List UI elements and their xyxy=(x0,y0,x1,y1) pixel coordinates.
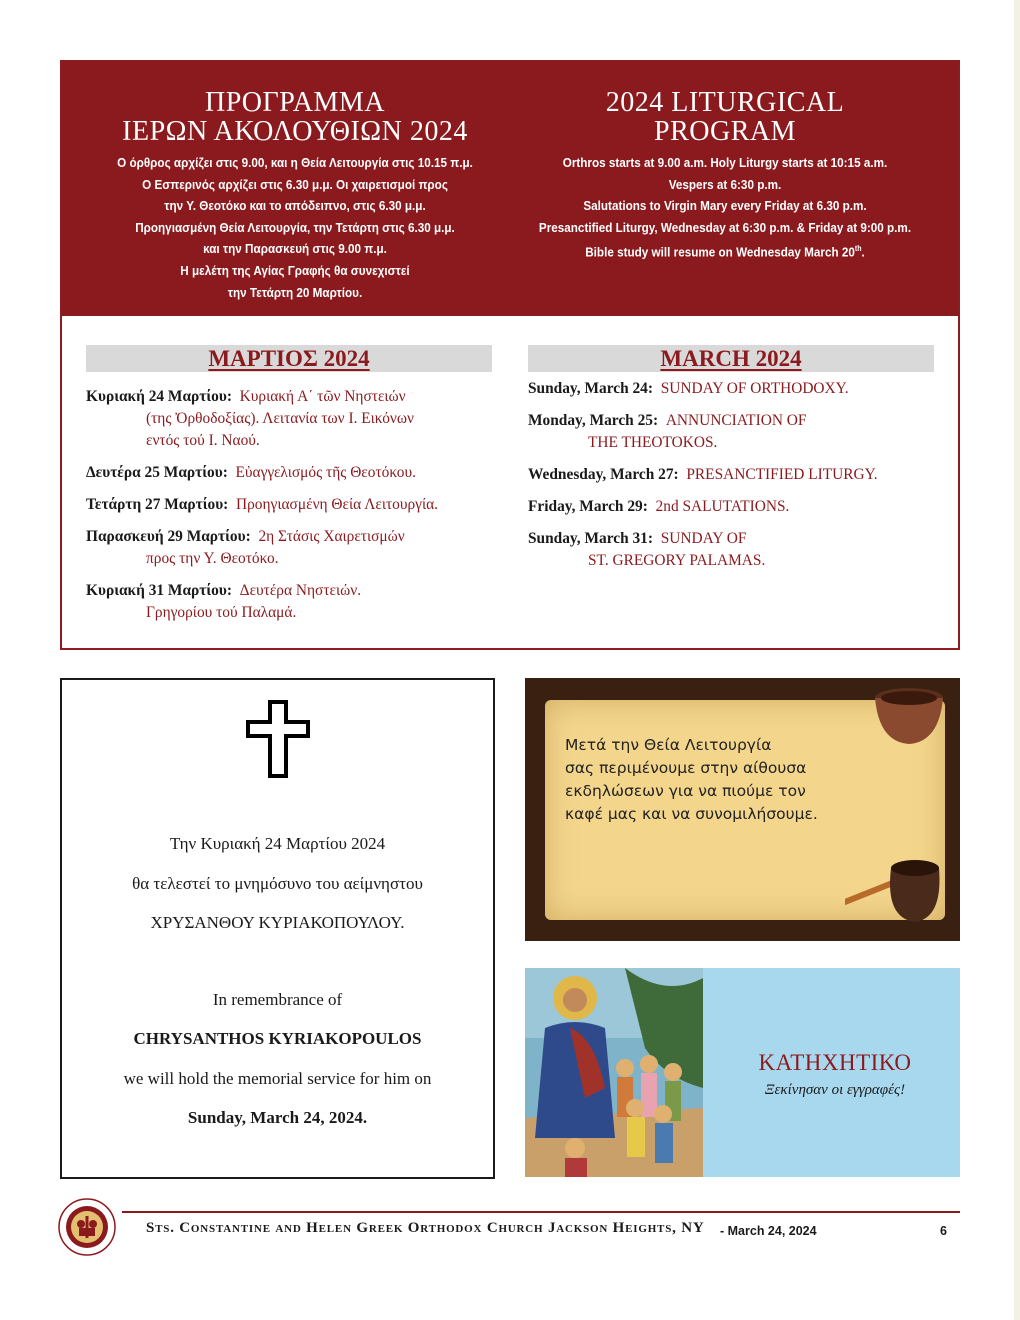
entry-continuation: ST. GREGORY PALAMAS. xyxy=(588,552,766,569)
english-schedule-list xyxy=(528,378,948,582)
english-title-line: 2024 LITURGICAL xyxy=(605,87,845,118)
memorial-english-name: CHRYSANTHOS KYRIAKOPOULOS xyxy=(133,1029,422,1048)
greek-schedule-list xyxy=(86,386,506,634)
schedule-entry xyxy=(528,378,948,400)
catechism-title: ΚΑΤΗΧΗΤΙΚΟ xyxy=(758,1050,912,1075)
coffee-hour-panel xyxy=(525,678,960,941)
english-program-line: Salutations to Virgin Mary every Friday at 6.30 p.m. xyxy=(583,198,867,214)
cross-icon xyxy=(246,700,310,778)
catechism-subtitle: Ξεκίνησαν οι εγγραφές! xyxy=(764,1082,906,1098)
memorial-english-date: Sunday, March 24, 2024. xyxy=(187,1108,368,1127)
entry-first-line xyxy=(86,580,506,602)
english-program-line: Presanctified Liturgy, Wednesday at 6:30 p.m. & Friday at 9:00 p.m. xyxy=(538,219,912,235)
memorial-greek-name: ΧΡΥΣΑΝΘΟΥ ΚΥΡΙΑΚΟΠΟΥΛΟΥ. xyxy=(150,913,405,932)
greek-title-line: ΙΕΡΩΝ ΑΚΟΛΟΥΘΙΩΝ 2024 xyxy=(122,116,468,147)
schedule-entry xyxy=(86,580,506,624)
entry-day: Friday, March 29: xyxy=(528,498,648,515)
entry-event: Δευτέρα Νηστειών. xyxy=(239,582,362,599)
schedule-entry xyxy=(528,410,948,454)
english-program-title xyxy=(510,88,940,146)
bible-end: . xyxy=(861,244,865,260)
entry-event: Εὐαγγελισμός τῆς Θεοτόκου. xyxy=(235,464,416,481)
bible-text: Bible study will resume on Wednesday March 20 xyxy=(585,244,855,260)
entry-first-line xyxy=(86,462,506,484)
greek-program-title xyxy=(90,88,500,146)
entry-first-line xyxy=(528,528,948,550)
footer-church-name: Sts. Constantine and Helen Greek Orthodox Church Jackson Heights, NY xyxy=(146,1220,705,1236)
entry-continuation: προς την Υ. Θεοτόκο. xyxy=(146,550,279,567)
coffee-pot-icon xyxy=(845,838,945,928)
entry-first-line xyxy=(528,378,948,400)
entry-first-line xyxy=(86,526,506,548)
footer-date: - March 24, 2024 xyxy=(720,1224,817,1238)
coffee-line: καφέ μας και να συνομιλήσουμε. xyxy=(565,805,818,823)
coffee-invitation xyxy=(565,734,818,826)
entry-event: PRESANCTIFIED LITURGY. xyxy=(686,466,878,483)
greek-title-line: ΠΡΟΓΡΑΜΜΑ xyxy=(205,87,385,118)
entry-first-line xyxy=(86,494,506,516)
program-banner xyxy=(62,62,958,316)
entry-day: Παρασκευή 29 Μαρτίου: xyxy=(86,528,251,545)
memorial-english-text: In remembrance of xyxy=(212,990,343,1009)
english-bible-line xyxy=(536,238,914,263)
entry-event: Προηγιασμένη Θεία Λειτουργία. xyxy=(236,496,439,513)
entry-day: Monday, March 25: xyxy=(528,412,659,429)
church-seal-logo xyxy=(58,1198,116,1256)
greek-program-line: και την Παρασκευή στις 9.00 π.μ. xyxy=(203,241,387,257)
entry-first-line xyxy=(86,386,506,408)
greek-program xyxy=(90,88,500,303)
entry-day: Κυριακή 24 Μαρτίου: xyxy=(86,388,232,405)
page-number: 6 xyxy=(940,1224,947,1238)
page-edge xyxy=(1014,0,1020,1320)
entry-event: 2η Στάσις Χαιρετισμών xyxy=(258,528,405,545)
entry-day: Δευτέρα 25 Μαρτίου: xyxy=(86,464,228,481)
entry-day: Sunday, March 31: xyxy=(528,530,654,547)
memorial-english-text: we will hold the memorial service for him on xyxy=(123,1069,432,1088)
entry-event: Κυριακή Α΄ τῶν Νηστειών xyxy=(239,388,406,405)
memorial-greek-text: θα τελεστεί το μνημόσυνο του αείμνηστου xyxy=(132,874,423,893)
entry-day: Wednesday, March 27: xyxy=(528,466,679,483)
entry-first-line xyxy=(528,464,948,486)
memorial-box xyxy=(60,678,495,1179)
english-title-line: PROGRAM xyxy=(654,116,796,147)
english-program-line: Vespers at 6:30 p.m. xyxy=(668,176,782,192)
coffee-line: σας περιμένουμε στην αίθουσα xyxy=(565,759,807,777)
coffee-line: εκδηλώσεων για να πιούμε τον xyxy=(565,782,806,800)
schedule-entry xyxy=(528,464,948,486)
greek-program-line: Προηγιασμένη Θεία Λειτουργία, την Τετάρτη στις 6.30 μ.μ. xyxy=(135,219,455,235)
greek-month-heading: ΜΑΡΤΙΟΣ 2024 xyxy=(86,345,492,372)
entry-continuation: Γρηγορίου τού Παλαμά. xyxy=(146,604,297,621)
schedule-entry xyxy=(86,386,506,452)
schedule-entry xyxy=(86,526,506,570)
entry-event: SUNDAY OF ORTHODOXY. xyxy=(660,380,849,397)
greek-program-line: Ο όρθρος αρχίζει στις 9.00, και η Θεία Λειτουργία στις 10.15 π.μ. xyxy=(117,155,473,170)
schedule-entry xyxy=(86,462,506,484)
footer-rule xyxy=(122,1211,960,1213)
bible-sup: th xyxy=(854,244,862,254)
program-box xyxy=(60,60,960,650)
english-program-line: Orthros starts at 9.00 a.m. Holy Liturgy starts at 10:15 a.m. xyxy=(562,155,888,170)
english-month-heading: MARCH 2024 xyxy=(528,345,934,372)
entry-first-line xyxy=(528,410,948,432)
entry-event: 2nd SALUTATIONS. xyxy=(655,498,790,515)
entry-continuation: εντός τού Ι. Ναού. xyxy=(146,432,260,449)
catechism-panel xyxy=(525,968,960,1177)
entry-day: Τετάρτη 27 Μαρτίου: xyxy=(86,496,229,513)
coffee-cup-icon xyxy=(865,684,953,750)
entry-day: Sunday, March 24: xyxy=(528,380,654,397)
greek-program-line: την Τετάρτη 20 Μαρτίου. xyxy=(227,284,363,300)
schedule-entry xyxy=(528,496,948,518)
entry-event: ANNUNCIATION OF xyxy=(665,412,807,429)
greek-program-line: Η μελέτη της Αγίας Γραφής θα συνεχιστεί xyxy=(180,262,410,278)
entry-continuation: (της Ὀρθοδοξίας). Λειτανία των Ι. Εικόνων xyxy=(146,410,414,427)
schedule-entry xyxy=(528,528,948,572)
memorial-greek-date: Την Κυριακή 24 Μαρτίου 2024 xyxy=(169,834,386,853)
greek-program-line: την Υ. Θεοτόκο και το απόδειπνο, στις 6.30 μ.μ. xyxy=(164,198,426,214)
christ-children-icon xyxy=(525,968,703,1177)
english-program xyxy=(510,88,940,263)
coffee-line: Μετά την Θεία Λειτουργία xyxy=(565,736,772,754)
entry-first-line xyxy=(528,496,948,518)
schedule-entry xyxy=(86,494,506,516)
greek-program-line: Ο Εσπερινός αρχίζει στις 6.30 μ.μ. Οι χαιρετισμοί προς xyxy=(142,176,448,192)
entry-event: SUNDAY OF xyxy=(660,530,747,547)
entry-day: Κυριακή 31 Μαρτίου: xyxy=(86,582,232,599)
entry-continuation: THE THEOTOKOS. xyxy=(588,434,718,451)
